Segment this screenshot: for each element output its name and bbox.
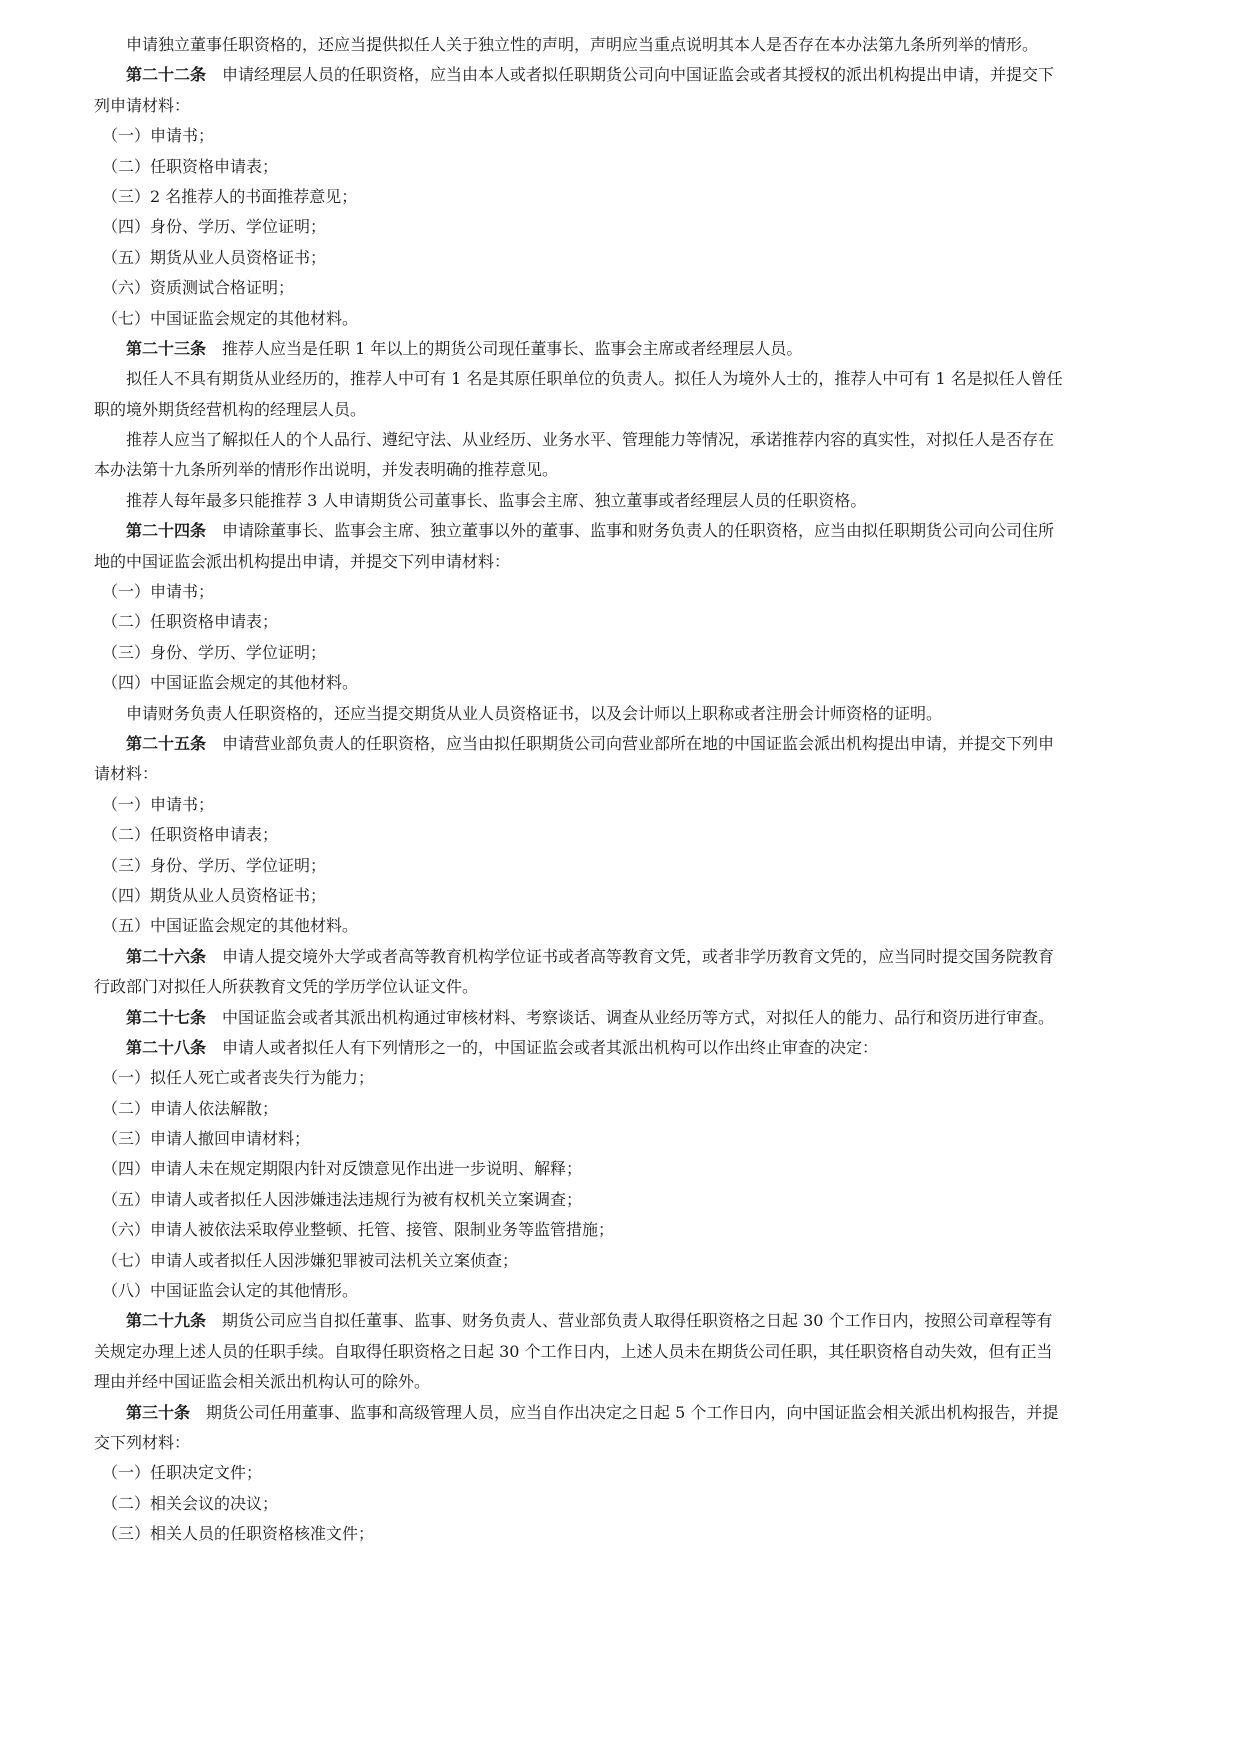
list-item: （二）任职资格申请表； xyxy=(102,156,279,176)
list-item: （六）申请人被依法采取停业整顿、托管、接管、限制业务等监管措施； xyxy=(102,1220,615,1240)
continuation-line: 理由并经中国证监会相关派出机构认可的除外。 xyxy=(94,1372,431,1392)
list-item: （四）申请人未在规定期限内针对反馈意见作出进一步说明、解释； xyxy=(102,1159,583,1179)
list-item: （五）期货从业人员资格证书； xyxy=(102,247,327,267)
list-item: （一）任职决定文件； xyxy=(102,1463,263,1483)
list-item: （二）任职资格申请表； xyxy=(102,612,279,632)
article-number: 第二十三条 xyxy=(126,338,207,358)
article-text: 申请除董事长、监事会主席、独立董事以外的董事、监事和财务负责人的任职资格，应当由拟任职期货公司向公司住所 xyxy=(222,521,1055,541)
list-item: （二）任职资格申请表； xyxy=(102,825,279,845)
paragraph-line: 推荐人每年最多只能推荐 3 人申请期货公司董事长、监事会主席、独立董事或者经理层人员的任职资格。 xyxy=(126,490,867,510)
article-line xyxy=(94,516,1181,546)
list-item: （五）申请人或者拟任人因涉嫌违法违规行为被有权机关立案调查； xyxy=(102,1189,583,1209)
article-number: 第二十七条 xyxy=(126,1007,207,1027)
article-line xyxy=(94,334,1181,364)
list-item: （三）身份、学历、学位证明； xyxy=(102,855,327,875)
list-item: （一）申请书； xyxy=(102,794,215,814)
paragraph-line: 推荐人应当了解拟任人的个人品行、遵纪守法、从业经历、业务水平、管理能力等情况，承诺推荐内容的真实性，对拟任人是否存在 xyxy=(126,430,1055,450)
article-text: 期货公司任用董事、监事和高级管理人员，应当自作出决定之日起 5 个工作日内，向中国证监会相关派出机构报告，并提 xyxy=(206,1402,1059,1422)
list-item: （三）身份、学历、学位证明； xyxy=(102,642,327,662)
list-item: （一）申请书； xyxy=(102,582,215,602)
list-item: （八）中国证监会认定的其他情形。 xyxy=(102,1281,359,1301)
article-line xyxy=(94,942,1181,972)
list-item: （六）资质测试合格证明； xyxy=(102,278,295,298)
paragraph-line: 申请财务负责人任职资格的，还应当提交期货从业人员资格证书，以及会计师以上职称或者注册会计师资格的证明。 xyxy=(126,703,943,723)
article-text: 期货公司应当自拟任董事、监事、财务负责人、营业部负责人取得任职资格之日起 30 个工作日内，按照公司章程等有 xyxy=(222,1311,1053,1331)
article-text: 申请人提交境外大学或者高等教育机构学位证书或者高等教育文凭，或者非学历教育文凭的，应当同时提交国务院教育 xyxy=(222,946,1055,966)
article-line xyxy=(94,60,1181,90)
paragraph-line: 申请独立董事任职资格的，还应当提供拟任人关于独立性的声明，声明应当重点说明其本人是否存在本办法第九条所列举的情形。 xyxy=(126,35,1039,54)
continuation-line: 交下列材料： xyxy=(94,1432,191,1452)
article-line xyxy=(94,1398,1181,1428)
article-text: 申请人或者拟任人有下列情形之一的，中国证监会或者其派出机构可以作出终止审查的决定： xyxy=(222,1037,879,1057)
article-number: 第二十二条 xyxy=(126,65,207,85)
list-item: （三）相关人员的任职资格核准文件； xyxy=(102,1524,375,1544)
article-number: 第二十四条 xyxy=(126,521,207,541)
article-line xyxy=(94,1003,1181,1033)
article-number: 第二十九条 xyxy=(126,1311,207,1331)
continuation-line: 地的中国证监会派出机构提出申请，并提交下列申请材料： xyxy=(94,551,511,571)
list-item: （四）期货从业人员资格证书； xyxy=(102,885,327,905)
list-item: （七）申请人或者拟任人因涉嫌犯罪被司法机关立案侦查； xyxy=(102,1250,519,1270)
list-item: （四）中国证监会规定的其他材料。 xyxy=(102,673,359,693)
list-item: （二）相关会议的决议； xyxy=(102,1493,279,1513)
continuation-line: 职的境外期货经营机构的经理层人员。 xyxy=(94,399,367,419)
list-item: （三）申请人撤回申请材料； xyxy=(102,1129,311,1149)
continuation-line: 行政部门对拟任人所获教育文凭的学历学位认证文件。 xyxy=(94,977,479,997)
list-item: （一）申请书； xyxy=(102,126,215,146)
article-line xyxy=(94,1306,1181,1336)
article-number: 第二十五条 xyxy=(126,733,207,753)
continuation-line: 请材料： xyxy=(94,764,159,784)
article-line xyxy=(94,729,1181,759)
article-text: 推荐人应当是任职 1 年以上的期货公司现任董事长、监事会主席或者经理层人员。 xyxy=(222,338,803,358)
list-item: （三）2 名推荐人的书面推荐意见； xyxy=(102,186,358,206)
continuation-line: 本办法第十九条所列举的情形作出说明，并发表明确的推荐意见。 xyxy=(94,460,559,480)
list-item: （七）中国证监会规定的其他材料。 xyxy=(102,308,359,328)
list-item: （五）中国证监会规定的其他材料。 xyxy=(102,916,359,936)
article-number: 第二十八条 xyxy=(126,1037,207,1057)
article-number: 第二十六条 xyxy=(126,946,207,966)
article-line xyxy=(94,1033,1181,1063)
article-number: 第三十条 xyxy=(126,1402,191,1422)
list-item: （一）拟任人死亡或者丧失行为能力； xyxy=(102,1068,375,1088)
article-text: 申请营业部负责人的任职资格，应当由拟任职期货公司向营业部所在地的中国证监会派出机构提出申请，并提交下列申 xyxy=(222,733,1055,753)
list-item: （二）申请人依法解散； xyxy=(102,1098,279,1118)
article-text: 申请经理层人员的任职资格，应当由本人或者拟任职期货公司向中国证监会或者其授权的派出机构提出申请，并提交下 xyxy=(222,65,1055,85)
list-item: （四）身份、学历、学位证明； xyxy=(102,217,327,237)
continuation-line: 关规定办理上述人员的任职手续。自取得任职资格之日起 30 个工作日内，上述人员未在期货公司任职，其任职资格自动失效，但有正当 xyxy=(94,1341,1053,1361)
paragraph-line: 拟任人不具有期货从业经历的，推荐人中可有 1 名是其原任职单位的负责人。拟任人为境外人士的，推荐人中可有 1 名是拟任人曾任 xyxy=(126,369,1063,389)
article-text: 中国证监会或者其派出机构通过审核材料、考察谈话、调查从业经历等方式，对拟任人的能力、品行和资历进行审查。 xyxy=(222,1007,1055,1027)
continuation-line: 列申请材料： xyxy=(94,95,191,115)
